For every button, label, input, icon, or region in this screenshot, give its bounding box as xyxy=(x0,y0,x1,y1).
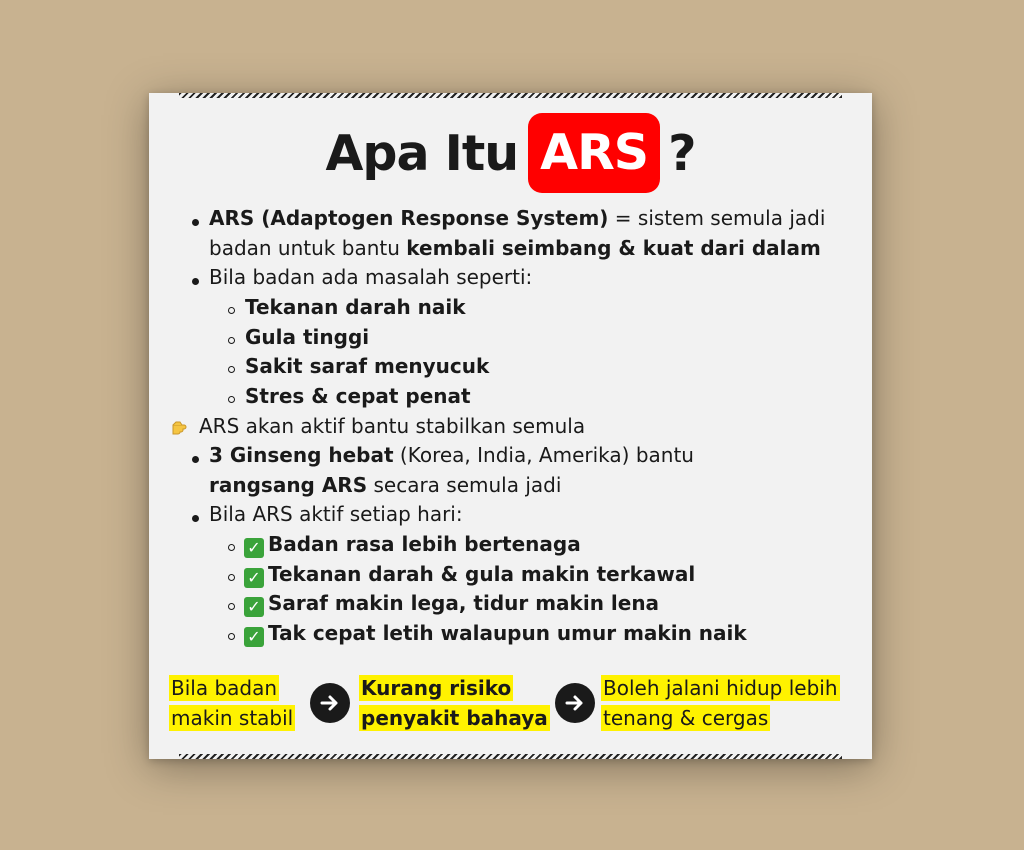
ginseng-bold: 3 Ginseng hebat xyxy=(209,443,394,467)
sub-bullet-ring xyxy=(228,337,235,344)
pointing-hand-icon xyxy=(171,411,195,441)
bullet-problems-intro: Bila badan ada masalah seperti: xyxy=(209,265,533,289)
sub-bullet-ring xyxy=(228,633,235,640)
arrow-right-circle-icon xyxy=(310,683,350,723)
bullet-dot xyxy=(192,456,199,463)
ars-definition-line2-bold: kembali seimbang & kuat dari dalam xyxy=(406,236,821,260)
bottom-hatch-divider xyxy=(179,754,842,759)
bullet-ginseng xyxy=(209,440,694,470)
page-title xyxy=(149,111,872,195)
benefit-text: Badan rasa lebih bertenaga xyxy=(268,532,581,556)
flow-step-1-line2: makin stabil xyxy=(171,706,294,730)
bullet-dot xyxy=(192,515,199,522)
problem-text: Stres & cepat penat xyxy=(245,384,471,408)
problem-item xyxy=(245,322,369,352)
sub-bullet-ring xyxy=(228,366,235,373)
sub-bullet-ring xyxy=(228,396,235,403)
benefit-item xyxy=(244,559,695,589)
title-suffix: ? xyxy=(668,124,696,182)
ars-definition-line2-text: badan untuk bantu xyxy=(209,236,407,260)
bullet-dot xyxy=(192,219,199,226)
problem-item xyxy=(245,351,489,381)
sub-bullet-ring xyxy=(228,544,235,551)
benefit-text: Saraf makin lega, tidur makin lena xyxy=(268,591,660,615)
ginseng-line2-text: secara semula jadi xyxy=(367,473,562,497)
ginseng-text: (Korea, India, Amerika) bantu xyxy=(393,443,694,467)
problem-text: Gula tinggi xyxy=(245,325,370,349)
check-mark-icon: ✓ xyxy=(244,597,264,617)
sub-bullet-ring xyxy=(228,307,235,314)
benefit-text: Tak cepat letih walaupun umur makin naik xyxy=(268,621,747,645)
flow-step-2-line2: penyakit bahaya xyxy=(361,706,548,730)
benefit-item xyxy=(244,529,581,559)
flow-step-3 xyxy=(601,673,866,733)
bullet-ginseng-line2 xyxy=(209,470,561,500)
arrow-right-circle-icon xyxy=(555,683,595,723)
top-hatch-divider xyxy=(179,93,842,98)
ars-definition-bold: ARS (Adaptogen Response System) xyxy=(209,206,609,230)
problem-text: Tekanan darah naik xyxy=(245,295,466,319)
benefit-item xyxy=(244,618,747,648)
ginseng-line2-bold: rangsang ARS xyxy=(209,473,368,497)
bullet-dot xyxy=(192,278,199,285)
sub-bullet-ring xyxy=(228,574,235,581)
title-prefix: Apa Itu xyxy=(325,124,519,182)
sub-bullet-ring xyxy=(228,603,235,610)
problem-text: Sakit saraf menyucuk xyxy=(245,354,490,378)
flow-step-2 xyxy=(359,673,554,733)
check-mark-icon: ✓ xyxy=(244,538,264,558)
flow-step-1 xyxy=(169,673,304,733)
check-mark-icon: ✓ xyxy=(244,568,264,588)
flow-step-2-line1: Kurang risiko xyxy=(361,676,512,700)
ars-definition-text: = sistem semula jadi xyxy=(608,206,826,230)
problem-item xyxy=(245,381,471,411)
flow-step-1-line1: Bila badan xyxy=(171,676,278,700)
pointer-line-text: ARS akan aktif bantu stabilkan semula xyxy=(199,414,586,438)
problem-item xyxy=(245,292,466,322)
info-card xyxy=(149,93,872,759)
bullet-ars-definition xyxy=(209,203,825,233)
bullet-ars-definition-line2 xyxy=(209,233,821,263)
title-highlight-badge: ARS xyxy=(528,113,660,193)
flow-step-3-line2: tenang & cergas xyxy=(603,706,769,730)
bullet-benefits-intro: Bila ARS aktif setiap hari: xyxy=(209,502,463,526)
check-mark-icon: ✓ xyxy=(244,627,264,647)
benefit-text: Tekanan darah & gula makin terkawal xyxy=(268,562,696,586)
benefit-item xyxy=(244,588,659,618)
flow-step-3-line1: Boleh jalani hidup lebih xyxy=(603,676,838,700)
